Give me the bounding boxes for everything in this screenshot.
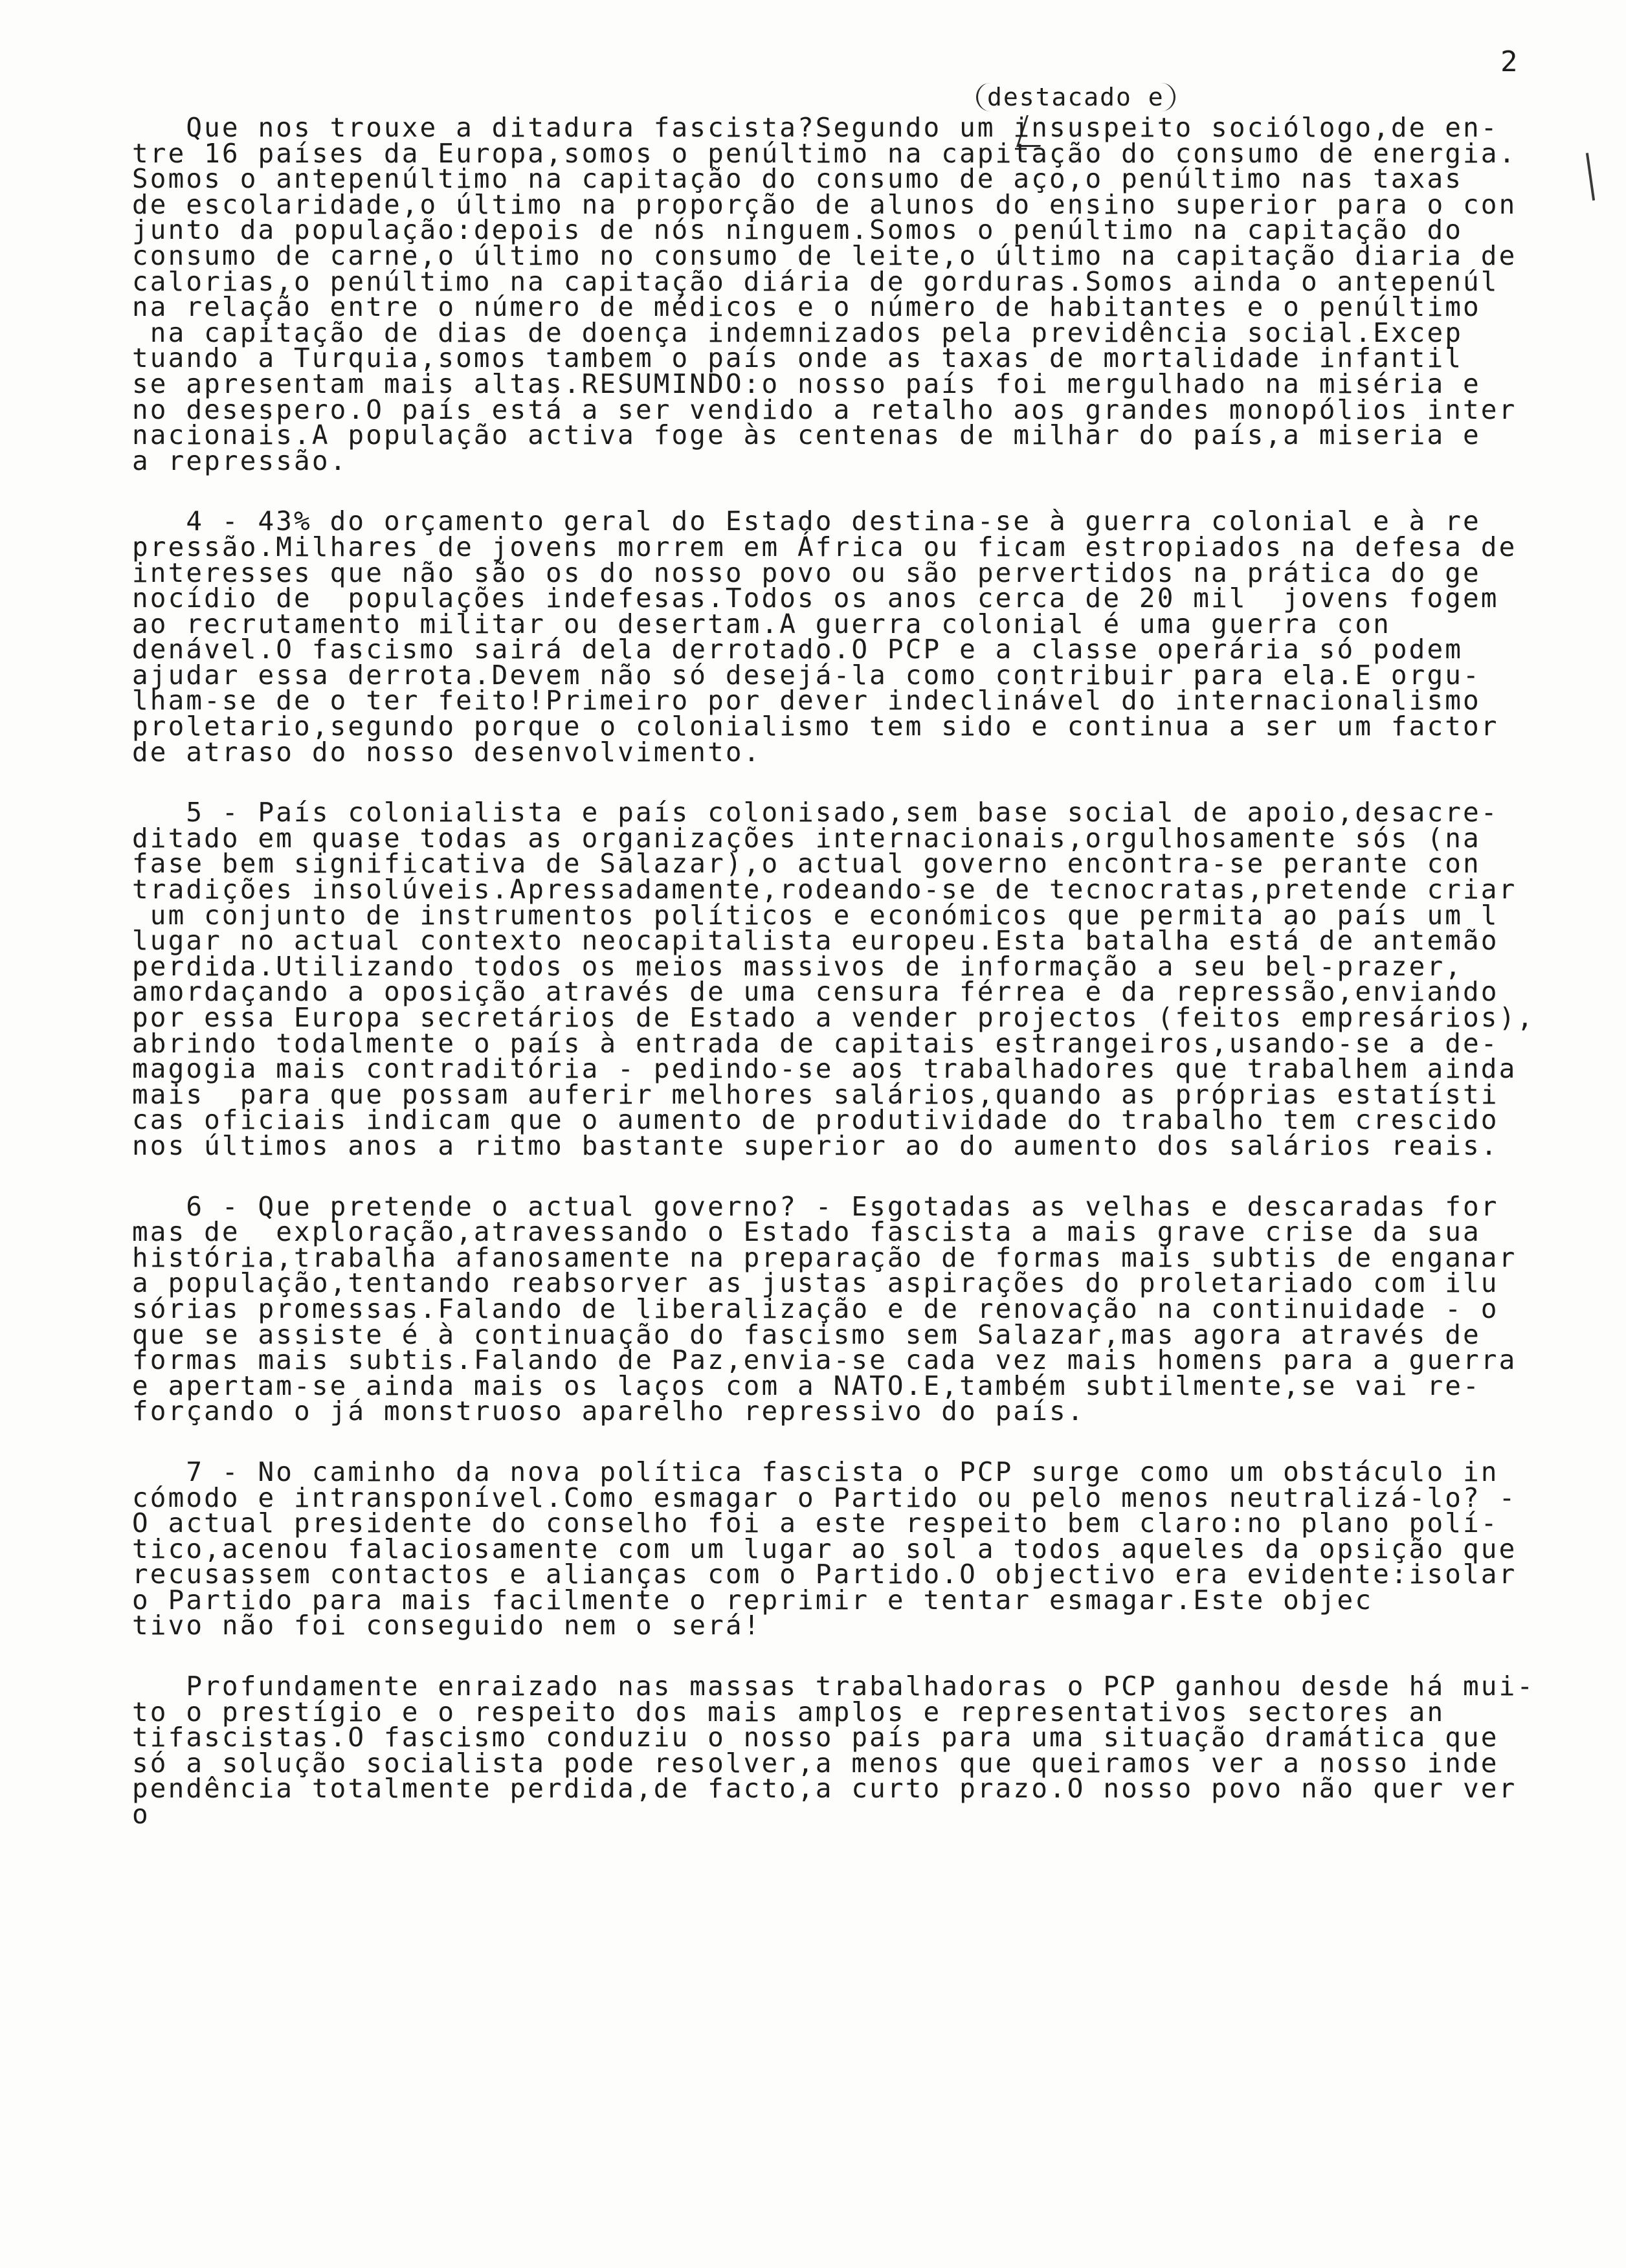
text-line: fase bem significativa de Salazar),o actual governo encontra-se perante con [132,848,1481,880]
text-line: só a solução socialista pode resolver,a menos que queiramos ver a nosso inde [132,1747,1499,1779]
text-line: tuando a Turquia,somos tambem o país onde as taxas de mortalidade infantil [132,342,1464,374]
text-line: proletario,segundo porque o colonialismo tem sido e continua a ser um factor [132,711,1499,742]
paragraph [132,112,1576,476]
text-line: nos últimos anos a ritmo bastante superior ao do aumento dos salários reais. [132,1129,1499,1161]
text-line: de escolaridade,o último na proporção de alunos do ensino superior para o con [132,188,1517,220]
text-line: no desespero.O país está a ser vendido a retalho aos grandes monopólios inter [132,394,1517,425]
text-line: magogia mais contraditória - pedindo-se aos trabalhadores que trabalhem ainda [132,1053,1517,1085]
paragraph [132,797,1576,1161]
text-line: lugar no actual contexto neocapitalista europeu.Esta batalha está de antemão [132,925,1499,957]
text-line: consumo de carne,o último no consumo de leite,o último na capitação diaria de [132,239,1517,271]
text-line: tico,acenou falaciosamente com um lugar ao sol a todos aqueles da opsição que [132,1533,1517,1564]
text-line: 6 - Que pretende o actual governo? - Esgotadas as velhas e descaradas for [132,1190,1499,1222]
text-line: tre 16 países da Europa,somos o penúltimo na capitação do consumo de energia. [132,137,1517,169]
text-line: a repressão. [132,445,348,476]
text-line: abrindo todalmente o país à entrada de capitais estrangeiros,usando-se a de- [132,1027,1499,1059]
text-line: Que nos trouxe a ditadura fascista?Segundo um insuspeito sociólogo,de en- [132,112,1499,143]
text-line: lham-se de o ter feito!Primeiro por dever indeclinável do internacionalismo [132,685,1481,717]
paragraph [132,1190,1576,1427]
text-line: na capitação de dias de doença indemnizados pela previdência social.Excep [132,317,1464,348]
page-number: 2 [1500,45,1519,78]
text-line: forçando o já monstruoso aparelho repressivo do país. [132,1395,1086,1427]
text-line: mas de exploração,atravessando o Estado fascista a mais grave crise da sua [132,1216,1481,1248]
text-line: cómodo e intransponível.Como esmagar o Partido ou pelo menos neutralizá-lo? - [132,1482,1517,1513]
text-line: ao recrutamento militar ou desertam.A guerra colonial é uma guerra con [132,608,1391,639]
text-line: perdida.Utilizando todos os meios massivos de informação a seu bel-prazer, [132,950,1464,982]
paragraph [132,506,1576,768]
text-line: de atraso do nosso desenvolvimento. [132,736,762,768]
text-line: calorias,o penúltimo na capitação diária de gorduras.Somos ainda o antepenúl [132,265,1499,297]
text-line: e apertam-se ainda mais os laços com a NATO.E,também subtilmente,se vai re- [132,1370,1481,1401]
text-line: na relação entre o número de médicos e o número de habitantes e o penúltimo [132,291,1481,323]
text-line: ditado em quase todas as organizações internacionais,orgulhosamente sós (na [132,822,1481,854]
text-line: cas oficiais indicam que o aumento de produtividade do trabalho tem crescido [132,1104,1499,1136]
text-line: pendência totalmente perdida,de facto,a curto prazo.O nosso povo não quer ver [132,1773,1517,1805]
text-line: o [132,1799,150,1830]
text-line: a população,tentando reabsorver as justas aspirações do proletariado com ilu [132,1267,1499,1299]
text-line: se apresentam mais altas.RESUMINDO:o nosso país foi mergulhado na miséria e [132,368,1481,399]
text-line: interesses que não são os do nosso povo ou são pervertidos na prática do ge [132,557,1481,588]
text-line: 7 - No caminho da nova política fascista o PCP surge como um obstáculo in [132,1456,1499,1487]
text-line: nocídio de populações indefesas.Todos os anos cerca de 20 mil jovens fogem [132,583,1499,614]
text-line: história,trabalha afanosamente na preparação de formas mais subtis de enganar [132,1241,1517,1273]
text-line: Profundamente enraizado nas massas trabalhadoras o PCP ganhou desde há mui- [132,1671,1535,1702]
text-line: to o prestígio e o respeito dos mais amplos e representativos sectores an [132,1696,1445,1728]
text-line: sórias promessas.Falando de liberalização e de renovação na continuidade - o [132,1293,1499,1324]
text-line: mais para que possam auferir melhores salários,quando as próprias estatísti [132,1078,1499,1110]
text-line: 5 - País colonialista e país colonisado,sem base social de apoio,desacre- [132,797,1499,828]
text-line: amordaçando a oposição através de uma censura férrea e da repressão,enviando [132,976,1499,1008]
text-line: O actual presidente do conselho foi a este respeito bem claro:no plano polí- [132,1507,1499,1539]
text-line: tifascistas.O fascismo conduziu o nosso país para uma situação dramática que [132,1722,1499,1753]
paragraph [132,1671,1576,1830]
text-line: Somos o antepenúltimo na capitação do consumo de aço,o penúltimo nas taxas [132,163,1464,195]
text-line: ajudar essa derrota.Devem não só desejá-la como contribuir para ela.E orgu- [132,659,1481,691]
text-line: um conjunto de instrumentos políticos e económicos que permita ao país um l [132,899,1499,931]
text-line: 4 - 43% do orçamento geral do Estado destina-se à guerra colonial e à re [132,506,1481,537]
paragraph [132,1456,1576,1641]
handwritten-insert-note: destacado e [976,83,1175,111]
text-line: nacionais.A população activa foge às centenas de milhar do país,a miseria e [132,419,1481,451]
text-line: tivo não foi conseguido nem o será! [132,1610,762,1641]
typewritten-text [132,112,1576,1863]
text-line: formas mais subtis.Falando de Paz,envia-se cada vez mais homens para a guerra [132,1344,1517,1376]
text-line: junto da população:depois de nós ninguem.Somos o penúltimo na capitação do [132,214,1464,246]
text-line: denável.O fascismo sairá dela derrotado.O PCP e a classe operária só podem [132,634,1464,665]
text-line: por essa Europa secretários de Estado a vender projectos (feitos empresários), [132,1002,1535,1033]
text-line: o Partido para mais facilmente o reprimir e tentar esmagar.Este objec [132,1584,1374,1616]
text-line: pressão.Milhares de jovens morrem em África ou ficam estropiados na defesa de [132,531,1517,562]
text-line: tradições insolúveis.Apressadamente,rodeando-se de tecnocratas,pretende criar [132,874,1517,906]
text-line: que se assiste é à continuação do fascismo sem Salazar,mas agora através de [132,1318,1481,1350]
text-line: recusassem contactos e alianças com o Partido.O objectivo era evidente:isolar [132,1559,1517,1590]
margin-pen-mark [1586,153,1595,201]
